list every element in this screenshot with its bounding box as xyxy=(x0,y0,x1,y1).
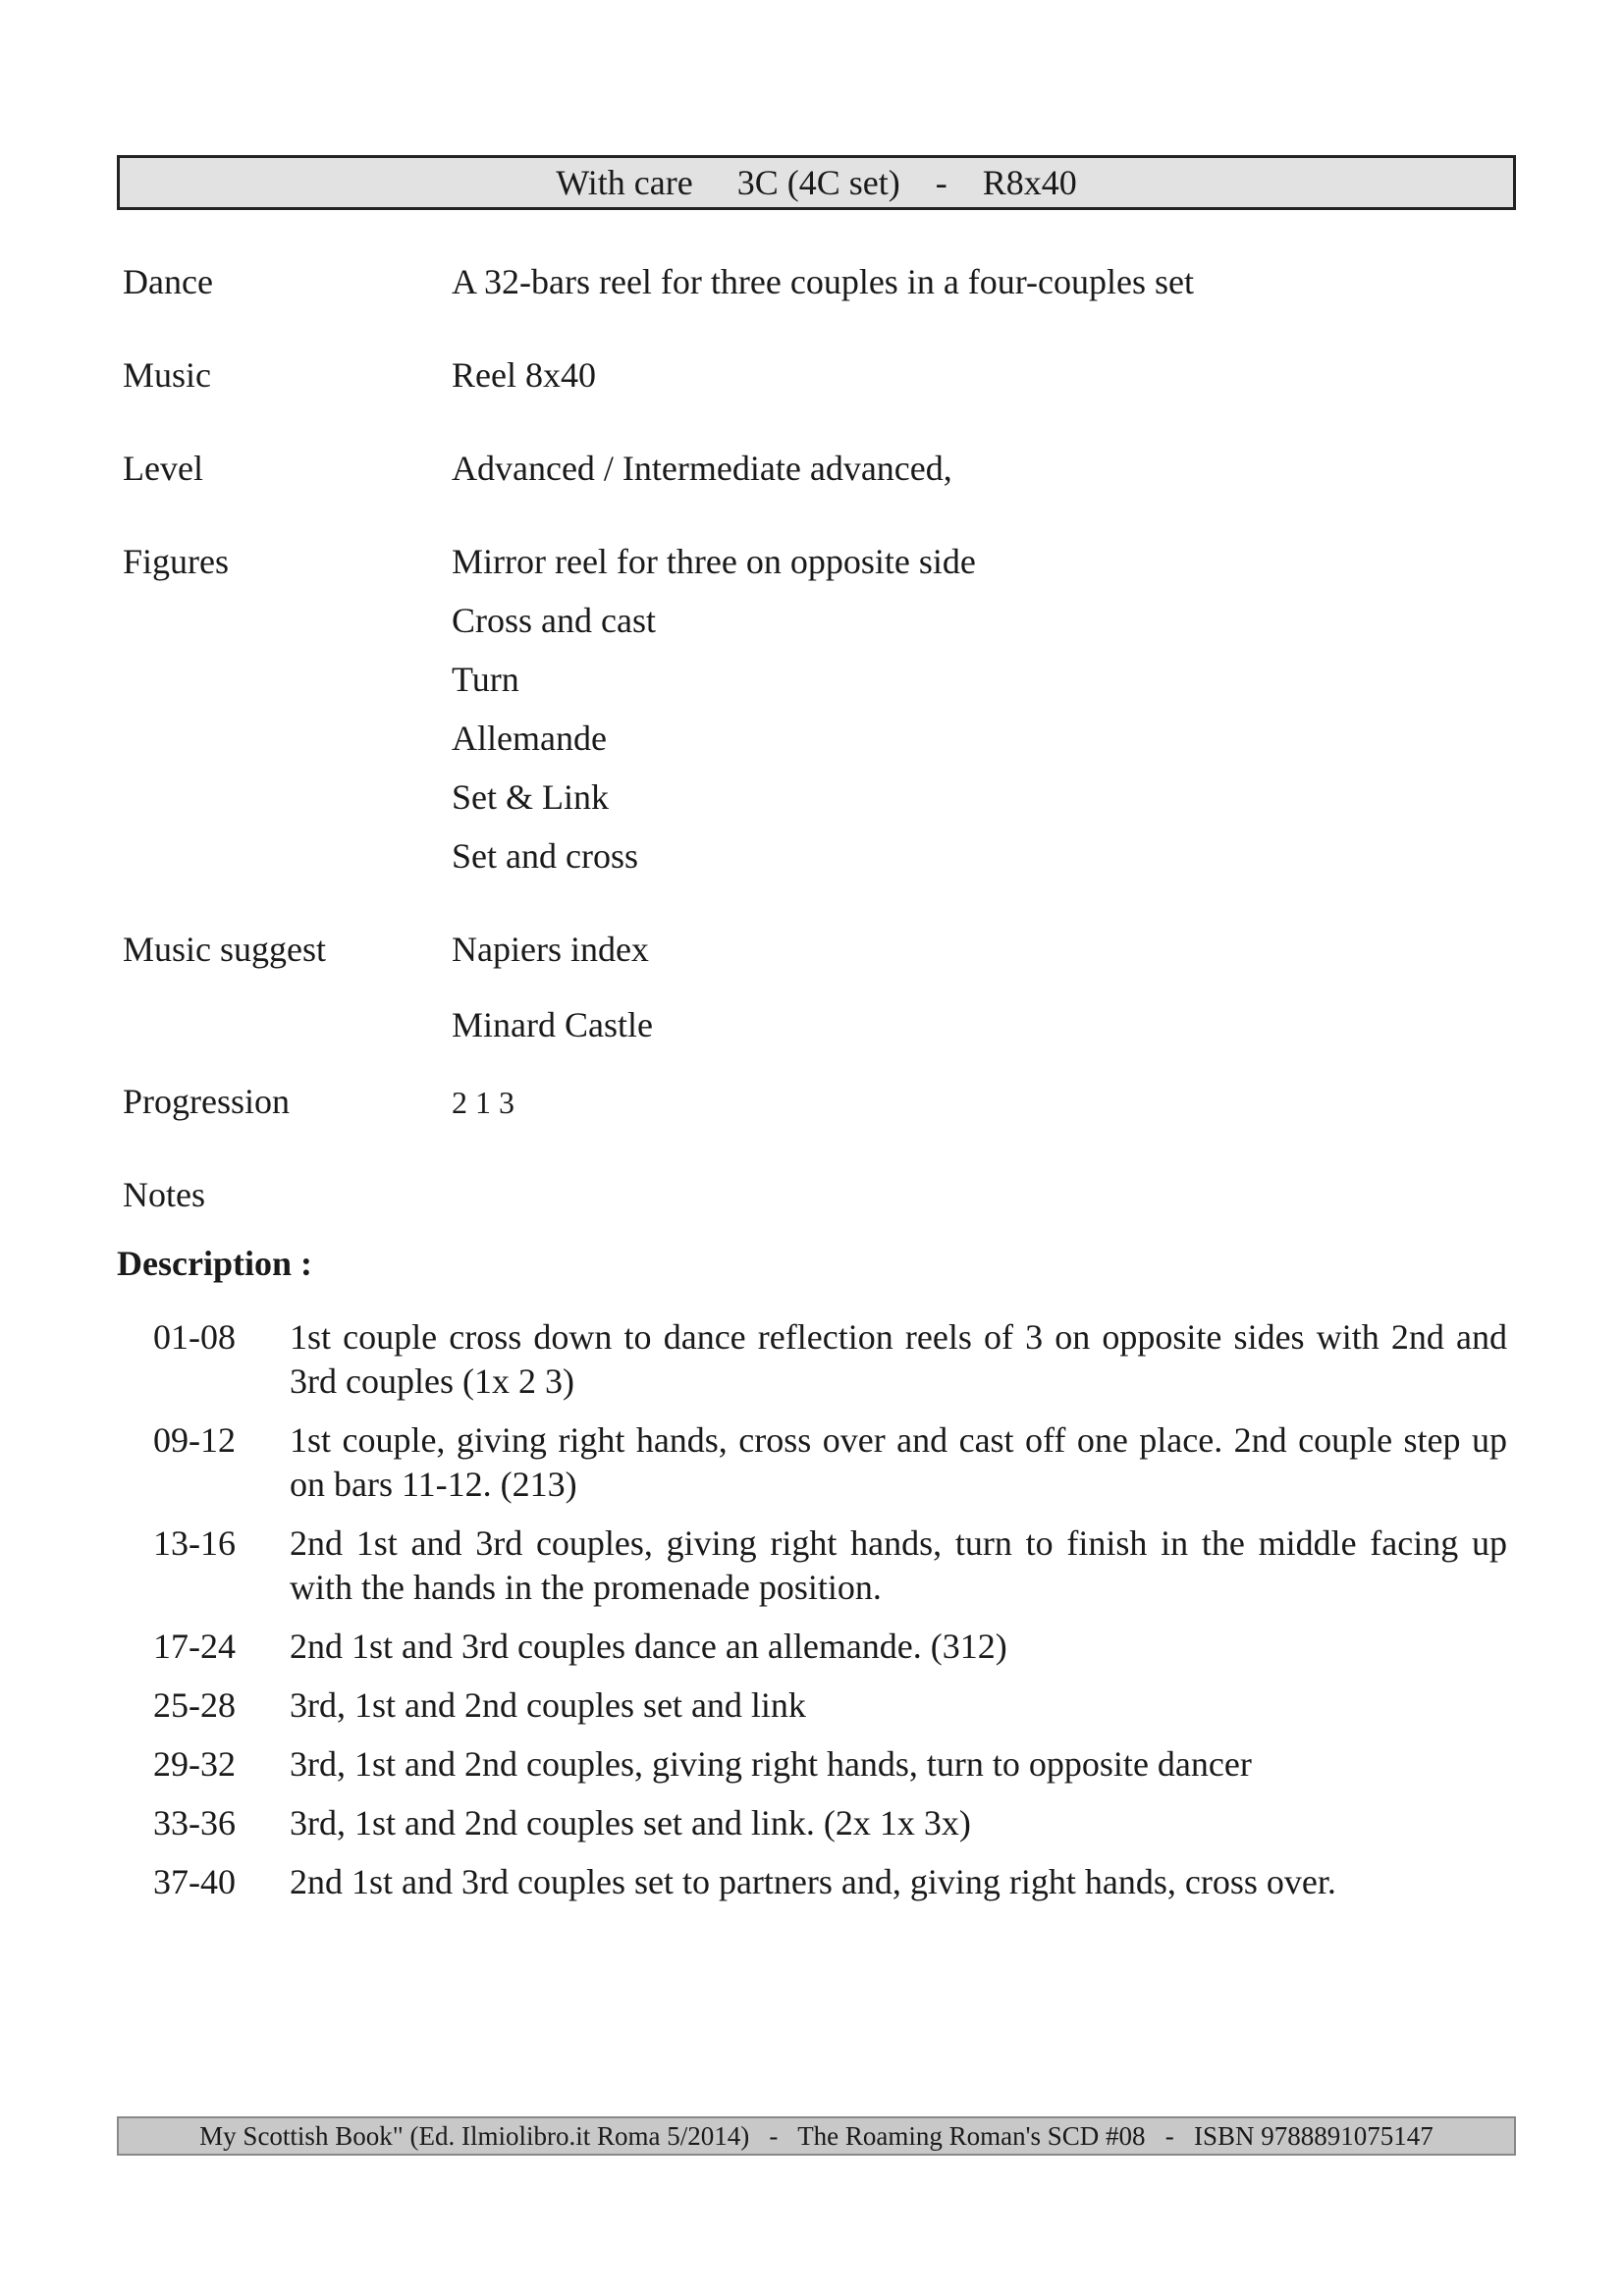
music-suggest-item: Minard Castle xyxy=(452,1005,653,1044)
description-bars: 37-40 xyxy=(153,1862,236,1901)
description-bars: 01-08 xyxy=(153,1317,236,1357)
description-bars: 29-32 xyxy=(153,1744,236,1784)
description-bars: 13-16 xyxy=(153,1523,236,1563)
info-label-dance: Dance xyxy=(123,262,213,301)
description-bars: 33-36 xyxy=(153,1803,236,1842)
figure-item: Allemande xyxy=(452,719,607,758)
figure-item: Cross and cast xyxy=(452,601,656,640)
info-value-progression: 2 1 3 xyxy=(452,1085,514,1120)
description-bars: 09-12 xyxy=(153,1420,236,1460)
info-label-figures: Figures xyxy=(123,542,229,581)
description-text: 2nd 1st and 3rd couples dance an allemande. (312) xyxy=(290,1627,1007,1666)
description-text: 1st couple cross down to dance reflection reels of 3 on opposite sides with 2nd and 3rd couples (1x 2 3) xyxy=(290,1317,1507,1401)
description-text: 3rd, 1st and 2nd couples set and link. (2x 1x 3x) xyxy=(290,1803,971,1842)
info-label-music-suggest: Music suggest xyxy=(123,930,326,969)
description-bars: 25-28 xyxy=(153,1685,236,1725)
info-value-dance: A 32-bars reel for three couples in a four-couples set xyxy=(452,262,1194,301)
description-text: 2nd 1st and 3rd couples set to partners and, giving right hands, cross over. xyxy=(290,1862,1336,1901)
info-label-notes: Notes xyxy=(123,1175,205,1214)
info-value-level: Advanced / Intermediate advanced, xyxy=(452,449,952,488)
figure-item: Turn xyxy=(452,660,519,699)
description-text: 3rd, 1st and 2nd couples set and link xyxy=(290,1685,806,1725)
info-label-progression: Progression xyxy=(123,1082,290,1121)
info-value-music: Reel 8x40 xyxy=(452,355,596,395)
dance-header-box xyxy=(117,155,1516,210)
figure-item: Set and cross xyxy=(452,836,638,876)
footer-box xyxy=(117,2116,1516,2156)
figure-item: Set & Link xyxy=(452,777,609,817)
footer-text: My Scottish Book" (Ed. Ilmiolibro.it Roma 5/2014) - The Roaming Roman's SCD #08 - ISBN 9788891075147 xyxy=(199,2120,1434,2151)
description-text: 3rd, 1st and 2nd couples, giving right hands, turn to opposite dancer xyxy=(290,1744,1252,1784)
figure-item: Mirror reel for three on opposite side xyxy=(452,542,976,581)
description-text: 1st couple, giving right hands, cross over and cast off one place. 2nd couple step up on bars 11-12. (213) xyxy=(290,1420,1507,1504)
description-text: 2nd 1st and 3rd couples, giving right hands, turn to finish in the middle facing up with the hands in the promenade position. xyxy=(290,1523,1507,1607)
description-bars: 17-24 xyxy=(153,1627,236,1666)
dance-header-title: With care 3C (4C set) - R8x40 xyxy=(556,163,1077,202)
info-label-level: Level xyxy=(123,449,203,488)
info-label-music: Music xyxy=(123,355,211,395)
description-title: Description : xyxy=(117,1244,312,1283)
music-suggest-item: Napiers index xyxy=(452,930,649,969)
